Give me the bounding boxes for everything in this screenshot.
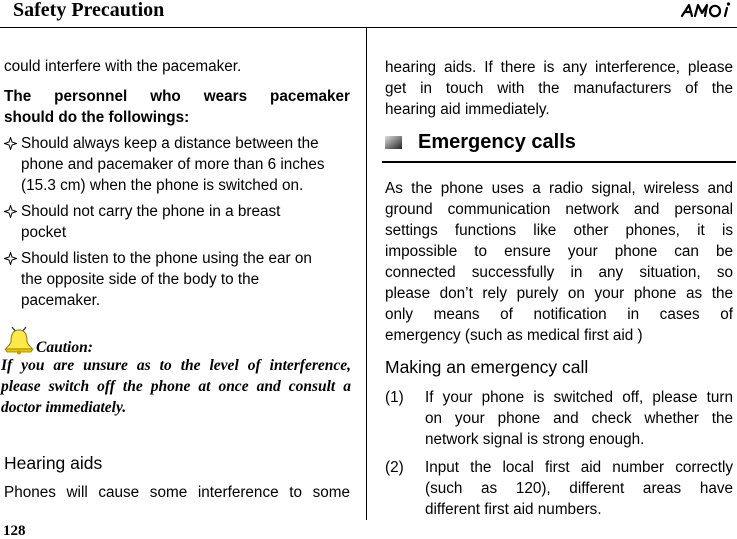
bullet-text: phone and pacemaker of more than 6 inches [21,156,325,173]
hearing-aids-text: Phones will cause some interference to some [4,484,350,501]
bullet-item [4,248,350,311]
bullet-text: the opposite side of the body to the [21,271,260,288]
bullet-item [4,133,350,196]
left-column [1,56,351,503]
pacemaker-heading-line2: should do the followings: [4,109,190,126]
caution-text: If you are unsure as to the level of interference, please switch off the phone at once and consult a doctor immediately. [1,357,351,416]
diamond-bullet-icon [4,205,17,218]
step-number: (1) [385,389,404,406]
emergency-paragraph: As the phone uses a radio signal, wireless and ground communication network and personal settings functions like other phones, it is impossible to ensure your phone can be connected successfully in any situation, so please don’t rely purely on your phone as the only means of notification in cases of emergency (such as medical first aid ) [385,180,733,344]
diamond-bullet-icon [4,137,17,150]
right-column [385,57,733,520]
intro-text: could interfere with the pacemaker. [4,58,242,75]
bell-icon [2,325,36,355]
bullet-text: Should listen to the phone using the ear on [21,250,312,267]
pacemaker-heading-line1: The personnel who wears pacemaker [4,88,350,105]
bullet-text: (15.3 cm) when the phone is switched on. [21,177,304,194]
section-heading [385,133,733,161]
making-call-heading: Making an emergency call [385,357,589,377]
bullet-text: Should not carry the phone in a breast [21,203,281,220]
hearing-continued-line: hearing aid immediately. [385,101,550,118]
step-item: (1) If your phone is switched off, please turn on your phone and check whether the network signal is strong enough. [385,389,733,448]
hearing-continued-line: get in touch with the manufacturers of the [385,80,733,97]
step-item: (2) Input the local first aid number correctly (such as 120), different areas have different first aid numbers. [385,459,733,518]
hearing-continued-line: hearing aids. If there is any interference, please [385,59,733,76]
caution-label: Caution: [36,339,93,356]
page-header-title: Safety Precaution [13,0,165,21]
diamond-bullet-icon [4,252,17,265]
page-number: 128 [3,523,26,539]
bullet-text: pacemaker. [21,292,101,309]
header-rule [0,27,737,28]
amoi-logo [680,1,734,19]
bullet-item [4,201,350,243]
bullet-text: pocket [21,224,67,241]
hearing-aids-heading: Hearing aids [4,453,103,473]
column-divider [366,28,367,520]
section-title: Emergency calls [418,131,576,153]
bullet-text: Should always keep a distance between the [21,135,319,152]
section-square-icon [385,136,402,149]
caution-header [4,325,350,355]
step-number: (2) [385,459,404,476]
